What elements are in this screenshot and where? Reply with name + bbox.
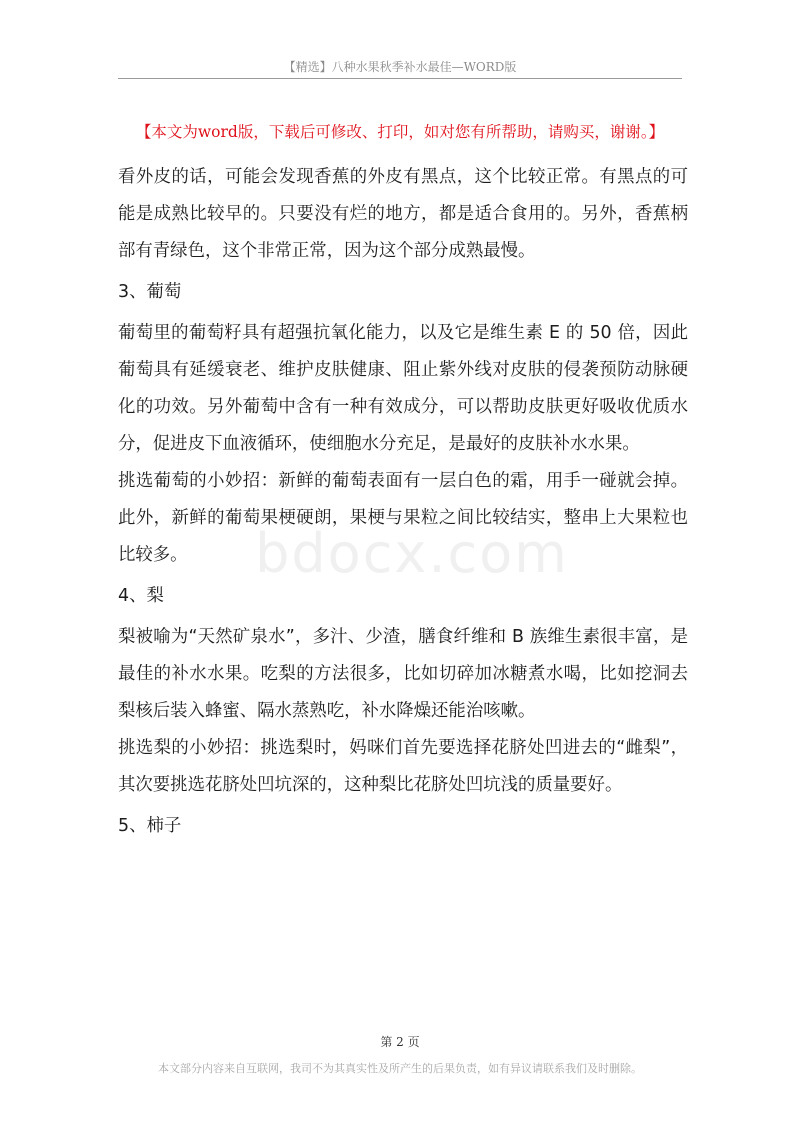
paragraph-grape-tips: 挑选葡萄的小妙招：新鲜的葡萄表面有一层白色的霜，用手一碰就会掉。此外，新鲜的葡萄果梗硬朗，果梗与果粒之间比较结实，整串上大果粒也比较多。 xyxy=(118,471,688,565)
download-notice: 【本文为word版，下载后可修改、打印，如对您有所帮助，请购买，谢谢。】 xyxy=(135,123,665,141)
header-divider xyxy=(118,78,682,79)
page-number: 第 2 页 xyxy=(380,1035,420,1049)
paragraph-pear-tips: 挑选梨的小妙招：挑选梨时，妈咪们首先要选择花脐处凹进去的“雌梨”，其次要挑选花脐处凹坑深的，这种梨比花脐处凹坑浅的质量要好。 xyxy=(118,738,688,795)
page-header-title: 【精选】八种水果秋季补水最佳—WORD版 xyxy=(283,60,517,74)
footer-disclaimer: 本文部分内容来自互联网，我司不为其真实性及所产生的后果负责，如有异议请联系我们及时删除。 xyxy=(158,1062,642,1075)
section-heading-persimmon: 5、柿子 xyxy=(118,816,182,836)
document-body xyxy=(118,159,688,845)
paragraph-pear-benefits: 梨被喻为“天然矿泉水”，多汁、少渣，膳食纤维和 B 族维生素很丰富，是最佳的补水水果。吃梨的方法很多，比如切碎加冰糖煮水喝，比如挖洞去梨核后装入蜂蜜、隔水蒸熟吃，补水降燥还能治咳嗽。 xyxy=(118,627,688,721)
paragraph-banana-skin: 看外皮的话，可能会发现香蕉的外皮有黑点，这个比较正常。有黑点的可能是成熟比较早的。只要没有烂的地方，都是适合食用的。另外，香蕉柄部有青绿色，这个非常正常，因为这个部分成熟最慢。 xyxy=(118,167,688,261)
section-heading-pear: 4、梨 xyxy=(118,586,164,606)
watermark: bdocx.com xyxy=(255,522,569,585)
paragraph-grape-benefits: 葡萄里的葡萄籽具有超强抗氧化能力，以及它是维生素 E 的 50 倍，因此葡萄具有延缓衰老、维护皮肤健康、阻止紫外线对皮肤的侵袭预防动脉硬化的功效。另外葡萄中含有一种有效成分，可以帮助皮肤更好吸收优质水分，促进皮下血液循环，使细胞水分充足，是最好的皮肤补水水果。 xyxy=(118,323,688,454)
section-heading-grape: 3、葡萄 xyxy=(118,282,182,302)
